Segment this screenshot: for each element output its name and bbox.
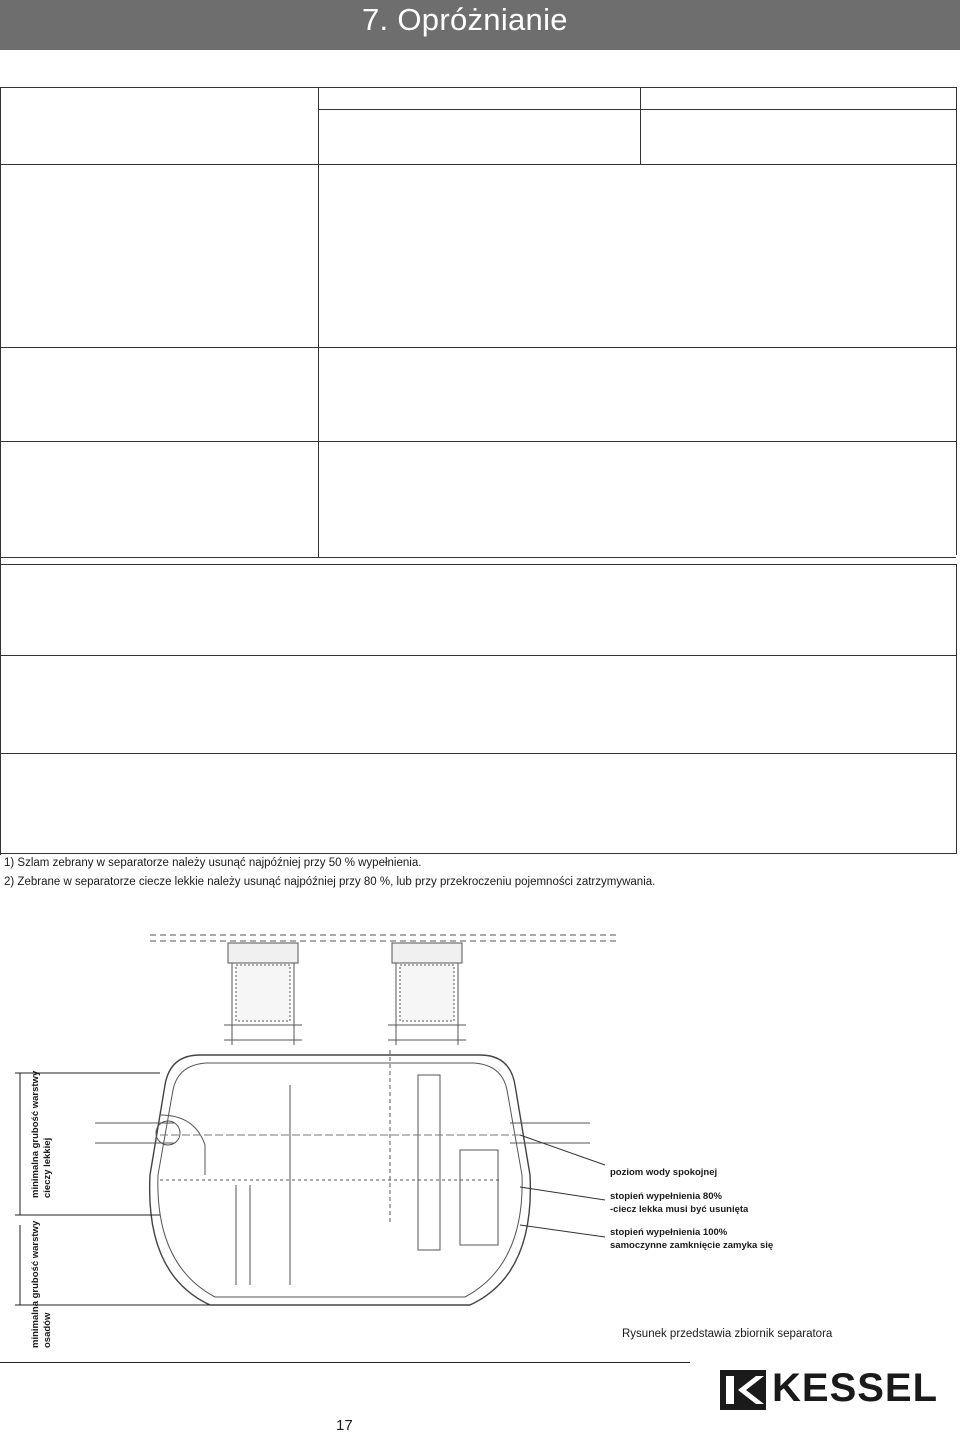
group-separator: [0, 347, 956, 348]
ciecz-underline: [640, 109, 956, 110]
separator-drawing: [0, 925, 700, 1325]
page-number: 17: [336, 1417, 353, 1434]
callout-water-level: poziom wody spokojnej: [610, 1167, 718, 1178]
group-separator: [0, 655, 956, 656]
table-divider-1: [318, 87, 319, 557]
bottom-rule: [0, 1362, 690, 1363]
table-right-border-2: [956, 564, 957, 854]
header-bottom-border: [0, 164, 956, 165]
label-min-sludge-layer: minimalna grubość warstwy osadów: [30, 1220, 53, 1348]
table-divider-2: [640, 87, 641, 165]
group-separator: [0, 557, 956, 558]
callout-fill-80: stopień wypełnienia 80% -ciecz lekka musi być usunięta: [610, 1191, 749, 1215]
table-right-border: [956, 87, 957, 555]
label-min-oil-layer: minimalna grubość warstwy cieczy lekkiej: [30, 1070, 53, 1198]
kessel-logo-mark: [720, 1370, 766, 1410]
table-top-border: [0, 87, 956, 88]
group-separator: [0, 564, 956, 565]
callout-fill-100: stopień wypełnienia 100% samoczynne zamknięcie zamyka się: [610, 1227, 774, 1251]
table-bottom-border: [0, 853, 956, 854]
table-left-border: [0, 87, 1, 855]
kessel-logo: [720, 1368, 956, 1412]
kessel-wordmark: KESSEL: [772, 1366, 939, 1410]
figure-caption: Rysunek przedstawia zbiornik separatora: [622, 1328, 833, 1340]
osad-underline: [318, 109, 640, 110]
page-title: 7. Opróżnianie: [362, 2, 568, 37]
group-separator: [0, 441, 956, 442]
footnote-2: 2) Zebrane w separatorze ciecze lekkie należy usunąć najpóźniej przy 80 %, lub przy przekroczeniu pojemności zatrzymywania.: [4, 876, 656, 888]
group-separator: [0, 753, 956, 754]
footnote-1: 1) Szlam zebrany w separatorze należy usunąć najpóźniej przy 50 % wypełnienia.: [4, 857, 422, 869]
